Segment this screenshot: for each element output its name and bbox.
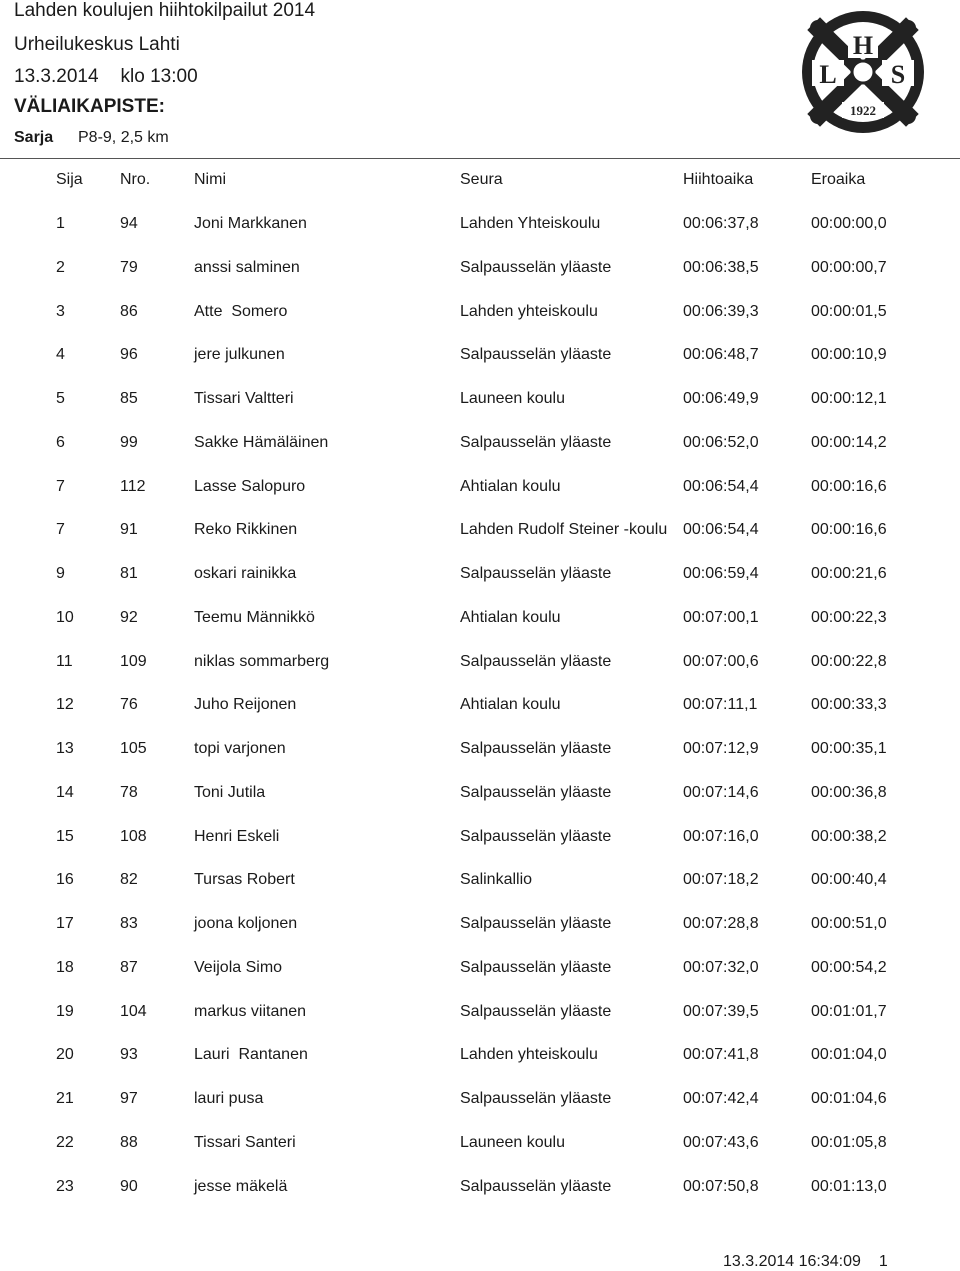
cell-ski-time: 00:07:28,8 xyxy=(683,915,759,932)
table-row xyxy=(0,1175,960,1199)
venue: Urheilukeskus Lahti xyxy=(14,34,180,55)
cell-bib: 87 xyxy=(120,959,138,976)
table-row xyxy=(0,256,960,280)
cell-name: Atte Somero xyxy=(194,303,288,320)
cell-club: Salpausselän yläaste xyxy=(460,653,612,670)
column-header-bib: Nro. xyxy=(120,171,151,188)
cell-club: Salpausselän yläaste xyxy=(460,740,612,757)
cell-place: 7 xyxy=(56,478,65,495)
cell-gap: 00:00:16,6 xyxy=(811,478,887,495)
cell-bib: 88 xyxy=(120,1134,138,1151)
cell-place: 6 xyxy=(56,434,65,451)
column-header-name: Nimi xyxy=(194,171,226,188)
cell-gap: 00:00:00,0 xyxy=(811,215,887,232)
cell-bib: 79 xyxy=(120,259,138,276)
cell-bib: 92 xyxy=(120,609,138,626)
cell-gap: 00:01:01,7 xyxy=(811,1003,887,1020)
cell-ski-time: 00:07:00,1 xyxy=(683,609,759,626)
table-header xyxy=(0,168,960,192)
cell-gap: 00:01:04,6 xyxy=(811,1090,887,1107)
cell-name: niklas sommarberg xyxy=(194,653,330,670)
cell-place: 12 xyxy=(56,696,74,713)
cell-name: anssi salminen xyxy=(194,259,300,276)
cell-place: 18 xyxy=(56,959,74,976)
checkpoint-heading: VÄLIAIKAPISTE: xyxy=(14,96,165,117)
cell-name: Lasse Salopuro xyxy=(194,478,306,495)
table-row xyxy=(0,956,960,980)
cell-gap: 00:01:05,8 xyxy=(811,1134,887,1151)
cell-ski-time: 00:07:50,8 xyxy=(683,1178,759,1195)
table-row xyxy=(0,475,960,499)
table-row xyxy=(0,1131,960,1155)
series-line xyxy=(14,127,169,149)
cell-name: Veijola Simo xyxy=(194,959,283,976)
cell-place: 20 xyxy=(56,1046,74,1063)
column-header-place: Sija xyxy=(56,171,83,188)
cell-gap: 00:00:00,7 xyxy=(811,259,887,276)
event-date: 13.3.2014 xyxy=(14,66,99,87)
cell-name: Reko Rikkinen xyxy=(194,521,298,538)
cell-club: Salinkallio xyxy=(460,871,533,888)
cell-bib: 78 xyxy=(120,784,138,801)
table-row xyxy=(0,650,960,674)
cell-bib: 112 xyxy=(120,478,146,495)
header-divider xyxy=(0,158,960,159)
cell-place: 22 xyxy=(56,1134,74,1151)
cell-place: 19 xyxy=(56,1003,74,1020)
cell-ski-time: 00:07:14,6 xyxy=(683,784,759,801)
cell-ski-time: 00:07:18,2 xyxy=(683,871,759,888)
cell-name: lauri pusa xyxy=(194,1090,264,1107)
cell-place: 17 xyxy=(56,915,74,932)
cell-ski-time: 00:06:59,4 xyxy=(683,565,759,582)
cell-place: 21 xyxy=(56,1090,74,1107)
table-row xyxy=(0,606,960,630)
cell-bib: 90 xyxy=(120,1178,138,1195)
cell-ski-time: 00:07:32,0 xyxy=(683,959,759,976)
cell-bib: 97 xyxy=(120,1090,138,1107)
cell-bib: 108 xyxy=(120,828,147,845)
cell-bib: 82 xyxy=(120,871,138,888)
series-value: P8-9, 2,5 km xyxy=(78,129,169,146)
cell-ski-time: 00:07:41,8 xyxy=(683,1046,759,1063)
cell-bib: 99 xyxy=(120,434,138,451)
cell-ski-time: 00:06:48,7 xyxy=(683,346,759,363)
cell-place: 2 xyxy=(56,259,65,276)
cell-name: Henri Eskeli xyxy=(194,828,280,845)
table-row xyxy=(0,825,960,849)
cell-ski-time: 00:06:54,4 xyxy=(683,478,759,495)
logo-letter-s: S xyxy=(890,60,906,89)
cell-ski-time: 00:07:42,4 xyxy=(683,1090,759,1107)
cell-club: Salpausselän yläaste xyxy=(460,259,612,276)
table-row xyxy=(0,693,960,717)
table-row xyxy=(0,912,960,936)
logo-year: 1922 xyxy=(850,103,876,118)
table-row xyxy=(0,300,960,324)
cell-club: Lahden yhteiskoulu xyxy=(460,303,598,320)
cell-name: Tursas Robert xyxy=(194,871,295,888)
cell-name: Joni Markkanen xyxy=(194,215,307,232)
table-row xyxy=(0,562,960,586)
cell-gap: 00:00:40,4 xyxy=(811,871,887,888)
cell-club: Ahtialan koulu xyxy=(460,478,561,495)
cell-name: joona koljonen xyxy=(194,915,298,932)
logo-letter-h: H xyxy=(852,31,874,60)
cell-place: 23 xyxy=(56,1178,74,1195)
print-timestamp: 13.3.2014 16:34:09 xyxy=(723,1253,861,1270)
cell-bib: 104 xyxy=(120,1003,147,1020)
cell-bib: 96 xyxy=(120,346,138,363)
cell-gap: 00:00:36,8 xyxy=(811,784,887,801)
column-header-ski-time: Hiihtoaika xyxy=(683,171,754,188)
cell-bib: 83 xyxy=(120,915,138,932)
cell-club: Lahden Rudolf Steiner -koulu xyxy=(460,521,668,538)
cell-name: Tissari Santeri xyxy=(194,1134,296,1151)
cell-name: markus viitanen xyxy=(194,1003,307,1020)
cell-club: Lahden yhteiskoulu xyxy=(460,1046,598,1063)
cell-ski-time: 00:07:11,1 xyxy=(683,696,758,713)
cell-bib: 109 xyxy=(120,653,147,670)
cell-ski-time: 00:06:37,8 xyxy=(683,215,759,232)
cell-club: Launeen koulu xyxy=(460,1134,565,1151)
series-label: Sarja xyxy=(14,129,54,146)
page-number: 1 xyxy=(878,1253,888,1270)
cell-club: Salpausselän yläaste xyxy=(460,1090,612,1107)
cell-place: 13 xyxy=(56,740,74,757)
column-header-gap: Eroaika xyxy=(811,171,866,188)
cell-gap: 00:00:38,2 xyxy=(811,828,887,845)
table-row xyxy=(0,1087,960,1111)
cell-name: Juho Reijonen xyxy=(194,696,297,713)
cell-bib: 81 xyxy=(120,565,138,582)
table-row xyxy=(0,518,960,542)
table-row xyxy=(0,387,960,411)
cell-ski-time: 00:07:00,6 xyxy=(683,653,759,670)
cell-gap: 00:00:12,1 xyxy=(811,390,887,407)
table-row xyxy=(0,1043,960,1067)
cell-name: Tissari Valtteri xyxy=(194,390,294,407)
cell-gap: 00:00:22,8 xyxy=(811,653,887,670)
cell-name: Sakke Hämäläinen xyxy=(194,434,329,451)
cell-club: Salpausselän yläaste xyxy=(460,784,612,801)
cell-place: 15 xyxy=(56,828,74,845)
cell-place: 7 xyxy=(56,521,65,538)
cell-gap: 00:00:10,9 xyxy=(811,346,887,363)
cell-name: jesse mäkelä xyxy=(194,1178,288,1195)
cell-bib: 94 xyxy=(120,215,138,232)
table-row xyxy=(0,781,960,805)
cell-club: Salpausselän yläaste xyxy=(460,434,612,451)
table-row xyxy=(0,1000,960,1024)
cell-bib: 93 xyxy=(120,1046,138,1063)
cell-place: 14 xyxy=(56,784,74,801)
cell-club: Salpausselän yläaste xyxy=(460,828,612,845)
club-logo xyxy=(798,8,928,136)
cell-gap: 00:00:35,1 xyxy=(811,740,887,757)
cell-place: 16 xyxy=(56,871,74,888)
cell-ski-time: 00:06:52,0 xyxy=(683,434,759,451)
cell-ski-time: 00:07:16,0 xyxy=(683,828,759,845)
cell-gap: 00:00:21,6 xyxy=(811,565,887,582)
cell-ski-time: 00:06:49,9 xyxy=(683,390,759,407)
cell-bib: 76 xyxy=(120,696,138,713)
cell-place: 3 xyxy=(56,303,65,320)
column-header-club: Seura xyxy=(460,171,503,188)
cell-gap: 00:00:54,2 xyxy=(811,959,887,976)
table-row xyxy=(0,737,960,761)
cell-name: jere julkunen xyxy=(194,346,285,363)
cell-club: Salpausselän yläaste xyxy=(460,565,612,582)
print-footer xyxy=(723,1253,888,1271)
cell-ski-time: 00:07:43,6 xyxy=(683,1134,759,1151)
cell-ski-time: 00:07:12,9 xyxy=(683,740,759,757)
cell-ski-time: 00:06:38,5 xyxy=(683,259,759,276)
cell-gap: 00:00:33,3 xyxy=(811,696,887,713)
cell-name: oskari rainikka xyxy=(194,565,297,582)
cell-gap: 00:01:13,0 xyxy=(811,1178,887,1195)
cell-club: Salpausselän yläaste xyxy=(460,915,612,932)
cell-name: Toni Jutila xyxy=(194,784,266,801)
page-title: Lahden koulujen hiihtokilpailut 2014 xyxy=(14,0,316,21)
cell-ski-time: 00:06:54,4 xyxy=(683,521,759,538)
cell-place: 4 xyxy=(56,346,65,363)
cell-ski-time: 00:07:39,5 xyxy=(683,1003,759,1020)
cell-gap: 00:00:14,2 xyxy=(811,434,887,451)
cell-club: Ahtialan koulu xyxy=(460,609,561,626)
cell-club: Salpausselän yläaste xyxy=(460,1003,612,1020)
cell-gap: 00:01:04,0 xyxy=(811,1046,887,1063)
event-datetime xyxy=(14,66,198,88)
cell-bib: 86 xyxy=(120,303,138,320)
cell-gap: 00:00:51,0 xyxy=(811,915,887,932)
cell-place: 10 xyxy=(56,609,74,626)
cell-place: 5 xyxy=(56,390,65,407)
table-row xyxy=(0,868,960,892)
cell-gap: 00:00:16,6 xyxy=(811,521,887,538)
table-row xyxy=(0,431,960,455)
cell-club: Salpausselän yläaste xyxy=(460,346,612,363)
logo-letter-l: L xyxy=(819,60,837,89)
table-row xyxy=(0,212,960,236)
cell-name: topi varjonen xyxy=(194,740,286,757)
cell-place: 1 xyxy=(56,215,65,232)
cell-ski-time: 00:06:39,3 xyxy=(683,303,759,320)
cell-bib: 105 xyxy=(120,740,147,757)
cell-place: 9 xyxy=(56,565,65,582)
cell-club: Salpausselän yläaste xyxy=(460,959,612,976)
cell-name: Teemu Männikkö xyxy=(194,609,315,626)
cell-bib: 91 xyxy=(120,521,138,538)
cell-gap: 00:00:01,5 xyxy=(811,303,887,320)
cell-gap: 00:00:22,3 xyxy=(811,609,887,626)
cell-name: Lauri Rantanen xyxy=(194,1046,308,1063)
table-row xyxy=(0,343,960,367)
cell-place: 11 xyxy=(56,653,73,670)
event-time: klo 13:00 xyxy=(120,66,198,87)
cell-club: Salpausselän yläaste xyxy=(460,1178,612,1195)
cell-club: Ahtialan koulu xyxy=(460,696,561,713)
cell-club: Lahden Yhteiskoulu xyxy=(460,215,601,232)
cell-bib: 85 xyxy=(120,390,138,407)
cell-club: Launeen koulu xyxy=(460,390,565,407)
